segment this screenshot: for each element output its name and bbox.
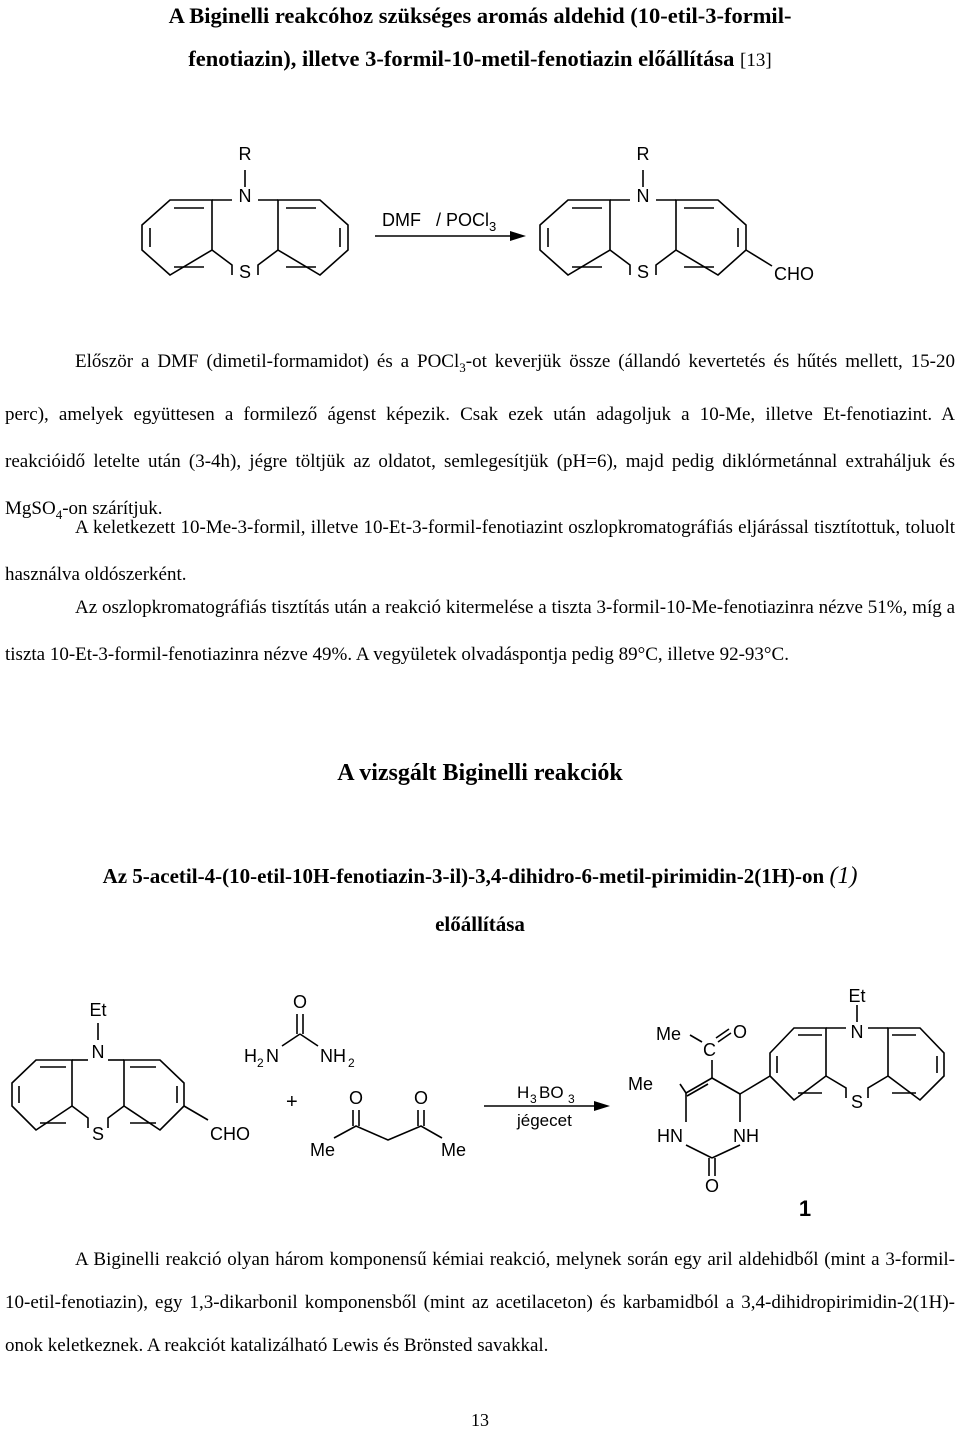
section-title-line2-text: fenotiazin), illetve 3-formil-10-metil-fenotiazin előállítása: [188, 46, 735, 71]
product-o2-label: O: [704, 1176, 720, 1196]
cho-label-right: CHO: [774, 264, 814, 284]
aldehyde-s-label: S: [91, 1124, 105, 1144]
product-o1-label: O: [733, 1022, 748, 1042]
procedure-subscript-1: 3: [459, 359, 466, 375]
compound-number-ref: (1): [829, 863, 858, 889]
aldehyde-structure: [12, 1023, 208, 1130]
procedure-subscript-2: 4: [55, 506, 63, 522]
procedure-text-b: -ot keverjük össze (állandó kevertetés és hűtés mellett, 15-20 perc), amelyek együttesen a formilező ágenst képezik. Csak ezek után adagoljuk a 10-Me, illetve Et-fenotiazint. A reakcióidő letelte után (3-4h), jégre töltjük az oldatot, semlegesítjük (pH=6), majd pedig diklórmetánnal extraháljuk és MgSO: [5, 351, 955, 519]
acac-bonds: [334, 1110, 442, 1140]
paragraph-yield: [5, 584, 955, 678]
yield-text: Az oszlopkromatográfiás tisztítás után a reakció kitermelése a tiszta 3-formil-10-Me-fenotiazinra nézve 51%, míg a tiszta 10-Et-3-formil-fenotiazinra nézve 49%. A vegyületek olvadáspontja pedig 89°C, illetve 92-93°C.: [5, 597, 955, 665]
urea-o-label: O: [292, 992, 308, 1012]
reagent-pocl: POCl: [446, 210, 490, 230]
product-et-label: Et: [848, 986, 866, 1006]
reference-mark: [13]: [740, 50, 772, 71]
r-label-left: R: [238, 144, 252, 164]
product-me1-label: Me: [656, 1024, 682, 1044]
product-c-label: C: [703, 1040, 716, 1060]
paragraph-biginelli-description: [5, 1238, 955, 1367]
section-title-biginelli: A vizsgált Biginelli reakciók: [337, 760, 623, 786]
urea-h-label: H: [244, 1046, 257, 1066]
biginelli-description-text: A Biginelli reakció olyan három komponensű kémiai reakció, melynek során egy aril aldehidből (mint a 3-formil-10-etil-fenotiazin), egy 1,3-dikarbonil komponensből (mint az acetilaceton) és karbamidból a 3,4-dihidropirimidin-2(1H)-onok keletkeznek. A reakciót katalizálható Lewis és Brönsted savakkal.: [5, 1249, 955, 1356]
n-label-left: N: [238, 186, 252, 206]
product-bonds: [680, 1029, 770, 1176]
r-label-right: R: [636, 144, 650, 164]
product-s-label: S: [850, 1092, 864, 1112]
formylation-scheme: [0, 140, 960, 300]
s-label-right: S: [636, 262, 650, 282]
acac-me2-label: Me: [441, 1140, 467, 1160]
procedure-text-a: Először a DMF (dimetil-formamidot) és a POCl: [75, 351, 460, 372]
urea-h-subscript: 2: [257, 1056, 264, 1070]
reagent-separator: /: [436, 210, 442, 230]
catalyst-bo-subscript: 3: [568, 1092, 575, 1106]
catalyst-solvent-label: jégecet: [517, 1111, 572, 1130]
section-title-line1: A Biginelli reakcóhoz szükséges aromás aldehid (10-etil-3-formil-: [168, 3, 792, 28]
aldehyde-cho-label: CHO: [210, 1124, 250, 1144]
reaction-arrowhead-2: [594, 1101, 610, 1111]
n-label-right: N: [636, 186, 650, 206]
urea-nh-label: NH: [320, 1046, 346, 1066]
product-hn-label: HN: [657, 1126, 683, 1146]
section-title-line2: [0, 37, 960, 82]
acac-me1-label: Me: [310, 1140, 336, 1160]
aldehyde-et-label: Et: [89, 1000, 107, 1020]
plus-sign: +: [286, 1091, 298, 1113]
compound-title-line1: [0, 852, 960, 900]
urea-nh-subscript: 2: [348, 1056, 355, 1070]
phenothiazine-right-structure: [540, 170, 772, 275]
page-number: 13: [471, 1410, 489, 1430]
compound-title: [0, 852, 960, 948]
product-n-label: N: [850, 1022, 864, 1042]
product-nh-label: NH: [733, 1126, 759, 1146]
s-label-left: S: [238, 262, 252, 282]
reagent-dmf: DMF: [382, 210, 421, 230]
urea-bonds: [282, 1014, 318, 1046]
biginelli-scheme: [0, 980, 960, 1220]
aldehyde-n-label: N: [91, 1042, 105, 1062]
urea-n-label: N: [266, 1046, 279, 1066]
compound-number-label: 1: [798, 1196, 812, 1220]
reagent-pocl-subscript: 3: [489, 219, 497, 234]
catalyst-h-label: H: [517, 1083, 530, 1102]
product-phenothiazine: [770, 1005, 944, 1100]
compound-title-text: Az 5-acetil-4-(10-etil-10H-fenotiazin-3-il)-3,4-dihidro-6-metil-pirimidin-2(1H)-on: [102, 864, 825, 888]
section-title: [0, 0, 960, 82]
compound-title-line2: előállítása: [435, 912, 525, 936]
catalyst-bo-label: BO: [539, 1083, 564, 1102]
reaction-arrowhead-1: [510, 231, 526, 241]
purification-text: A keletkezett 10-Me-3-formil, illetve 10-Et-3-formil-fenotiazint oszlopkromatográfiás eljárással tisztítottuk, toluolt használva oldószerként.: [5, 517, 955, 585]
acac-o1-label: O: [348, 1088, 364, 1108]
product-me2-label: Me: [628, 1074, 654, 1094]
procedure-text-c: -on szárítjuk.: [62, 497, 163, 519]
acac-o2-label: O: [413, 1088, 429, 1108]
catalyst-h-subscript: 3: [530, 1092, 537, 1106]
